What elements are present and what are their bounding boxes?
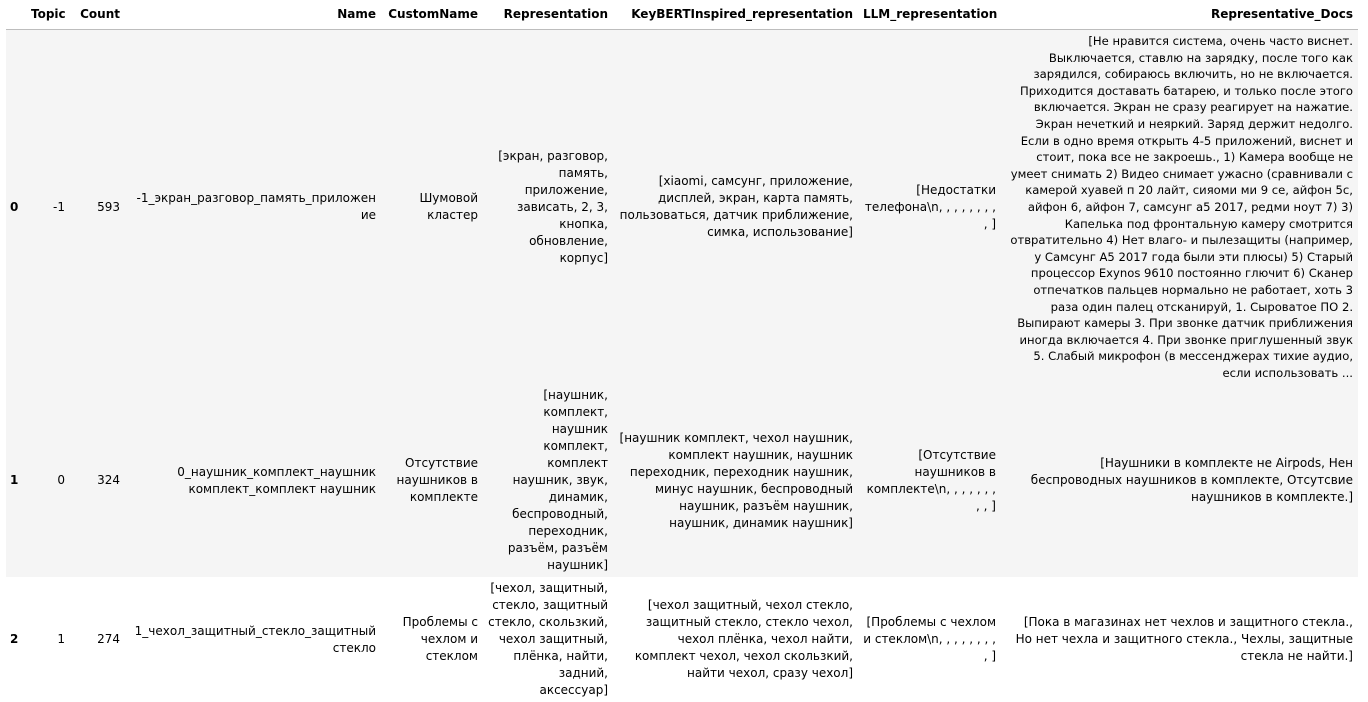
cell-topic: 0 xyxy=(57,473,65,488)
cell-keybert-representation: [чехол защитный, чехол стекло, защитный стекло, стекло чехол, чехол плёнка, чехол найти, комплект чехол, чехол скользкий, найти чехол, сразу чехол] xyxy=(634,598,853,681)
cell-name: 1_чехол_защитный_стекло_защитный стекло xyxy=(134,623,376,655)
row-index: 1 xyxy=(10,473,19,488)
cell-name: 0_наушник_комплект_наушник комплект_комплект наушник xyxy=(177,464,376,496)
cell-count: 324 xyxy=(97,473,120,488)
table-row xyxy=(6,384,1358,577)
cell-keybert-representation: [наушник комплект, чехол наушник, комплект наушник, наушник переходник, переходник наушник, минус наушник, беспроводный наушник, разъём наушник, наушник, динамик наушник] xyxy=(619,430,853,530)
cell-representative-docs: [Не нравится система, очень часто виснет. Выключается, ставлю на зарядку, после того как зарядился, собираюсь включить, но не включается. Приходится доставать батарею, и только после этого включается. Экран не сразу реагирует на нажатие. Экран нечеткий и неяркий. Заряд держит недолго. Если в одно время открыть 4-5 приложений, виснет и стоит, пока все не закроешь., 1) Камера вообще не умеет снимать 2) Видео снимает ужасно (сравнивали с камерой хуавей п 20 лайт, сияоми ми 9 се, айфон 5с, айфон 6, айфон 7, самсунг а5 2017, редми ноут 7) 3) Капелька под фронтальную камеру смотрится отвратительно 4) Нет влаго- и пылезащиты (например, у Самсунг А5 2017 года были эти плюсы) 5) Старый процессор Exynos 9610 постоянно глючит 6) Сканер отпечатков пальцев нормально не работает, хоть 3 раза один палец отсканируй, 1. Сыроватое ПО 2. Выпирают камеры 3. При звонке датчик приближения иногда включается 4. При звонке приглушенный звук 5. Слабый микрофон (в мессенджерах тихие аудио, если использовать ... xyxy=(1010,34,1353,380)
cell-count: 274 xyxy=(97,632,120,647)
header-row xyxy=(6,0,1358,30)
cell-keybert-representation: [xiaomi, самсунг, приложение, дисплей, экран, карта память, пользоваться, датчик приближение, симка, использование] xyxy=(619,174,853,240)
row-index: 2 xyxy=(10,632,19,647)
cell-representative-docs: [Пока в магазинах нет чехлов и защитного стекла., Но нет чехла и защитного стекла., Чехлы, защитные стекла не найти.] xyxy=(1015,615,1353,664)
cell-customname: Проблемы с чехлом и стеклом xyxy=(402,615,478,664)
cell-representation: [наушник, комплект, наушник комплект, комплект наушник, звук, динамик, беспроводный, переходник, разъём, разъём наушник] xyxy=(507,388,608,573)
dataframe-table xyxy=(6,0,1358,702)
column-header-representative-docs: Representative_Docs xyxy=(1001,0,1358,30)
table-row xyxy=(6,30,1358,385)
cell-topic: -1 xyxy=(53,199,65,214)
column-header-keybert-representation: KeyBERTInspired_representation xyxy=(613,0,858,30)
cell-representation: [чехол, защитный, стекло, защитный стекло, скользкий, чехол защитный, плёнка, найти, задний, аксессуар] xyxy=(488,581,608,698)
row-index: 0 xyxy=(10,199,19,214)
cell-customname: Шумовой кластер xyxy=(419,191,478,223)
cell-llm-representation: [Отсутствие наушников в комплекте\n, , , , , , , , , ] xyxy=(866,447,996,513)
column-header-customname: CustomName xyxy=(381,0,483,30)
cell-topic: 1 xyxy=(57,632,65,647)
cell-count: 593 xyxy=(97,199,120,214)
table-row xyxy=(6,577,1358,702)
index-header xyxy=(6,0,26,30)
column-header-count: Count xyxy=(70,0,125,30)
column-header-name: Name xyxy=(125,0,381,30)
cell-llm-representation: [Недостатки телефона\n, , , , , , , , , ] xyxy=(864,182,996,231)
cell-representation: [экран, разговор, память, приложение, зависать, 2, 3, кнопка, обновление, корпус] xyxy=(498,148,608,265)
cell-llm-representation: [Проблемы с чехлом и стеклом\n, , , , , , , , , ] xyxy=(863,615,996,664)
cell-name: -1_экран_разговор_память_приложение xyxy=(136,191,376,223)
cell-customname: Отсутствие наушников в комплекте xyxy=(396,456,478,505)
cell-representative-docs: [Наушники в комплекте не Airpods, Нен беспроводных наушников в комплекте, Отсутсвие наушников в комплекте.] xyxy=(1030,456,1353,505)
column-header-llm-representation: LLM_representation xyxy=(858,0,1001,30)
column-header-topic: Topic xyxy=(26,0,70,30)
column-header-representation: Representation xyxy=(483,0,613,30)
